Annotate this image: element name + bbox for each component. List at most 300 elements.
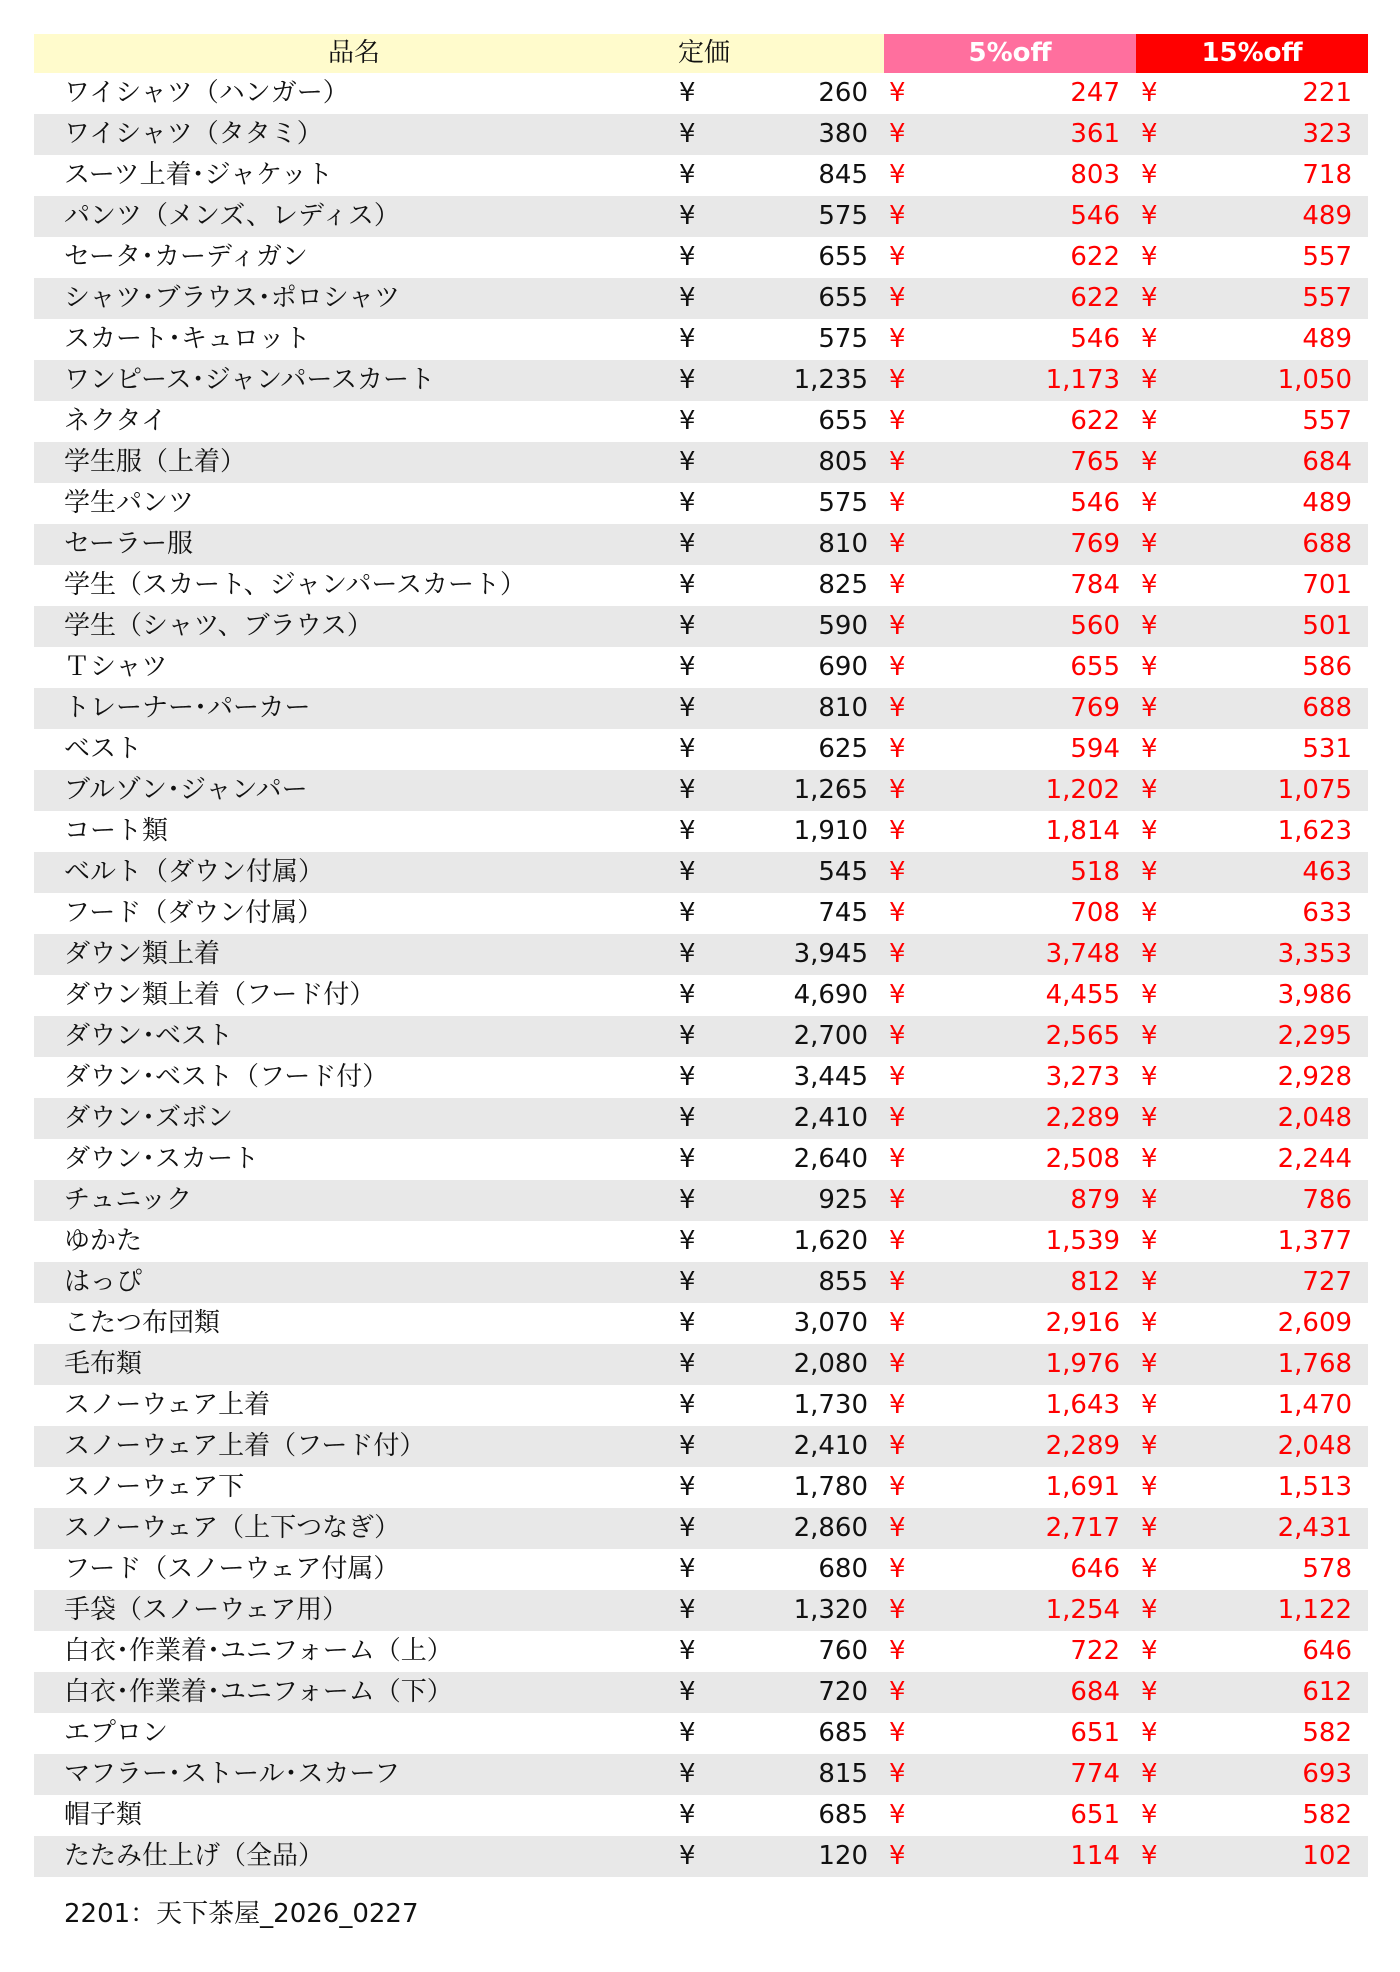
currency-symbol: ¥ xyxy=(889,1062,906,1092)
price-15-off-cell: 786 xyxy=(1232,1180,1368,1221)
item-name-cell: ワンピース･ジャンパースカート xyxy=(34,360,674,401)
currency-symbol: ¥ xyxy=(889,652,906,682)
item-name-cell: Ｔシャツ xyxy=(64,652,168,682)
item-name-cell: こたつ布団類 xyxy=(64,1308,221,1338)
price-5-off-cell: 655 xyxy=(1070,652,1121,682)
currency-symbol: ¥ xyxy=(679,488,696,518)
currency-symbol: ¥ xyxy=(1136,1016,1232,1057)
currency-symbol: ¥ xyxy=(674,1098,734,1139)
currency-symbol: ¥ xyxy=(1141,570,1158,600)
price-15-off-cell: 2,609 xyxy=(1277,1308,1353,1338)
list-price-cell: 655 xyxy=(818,242,869,272)
price-5-off-cell: 879 xyxy=(980,1180,1136,1221)
list-price-cell: 2,860 xyxy=(734,1508,884,1549)
currency-symbol: ¥ xyxy=(674,1344,734,1385)
currency-symbol: ¥ xyxy=(889,1308,906,1338)
table-row xyxy=(34,1057,1368,1098)
price-5-off-cell: 3,273 xyxy=(1045,1062,1121,1092)
price-15-off-cell: 3,986 xyxy=(1277,980,1353,1010)
currency-symbol: ¥ xyxy=(1136,1262,1232,1303)
currency-symbol: ¥ xyxy=(1141,406,1158,436)
item-name-cell: トレーナー･パーカー xyxy=(34,688,674,729)
currency-symbol: ¥ xyxy=(679,816,696,846)
table-row xyxy=(34,729,1368,770)
price-5-off-cell: 1,976 xyxy=(980,1344,1136,1385)
price-15-off-cell: 2,048 xyxy=(1232,1098,1368,1139)
item-name-cell: 白衣･作業着･ユニフォーム（下） xyxy=(34,1672,674,1713)
price-5-off-cell: 1,254 xyxy=(980,1590,1136,1631)
price-5-off-cell: 1,691 xyxy=(1045,1472,1121,1502)
item-name-cell: ベスト xyxy=(64,734,143,764)
currency-symbol: ¥ xyxy=(884,360,980,401)
currency-symbol: ¥ xyxy=(884,1672,980,1713)
price-15-off-cell: 3,353 xyxy=(1232,934,1368,975)
currency-symbol: ¥ xyxy=(1141,1554,1158,1584)
list-price-cell: 2,410 xyxy=(734,1098,884,1139)
currency-symbol: ¥ xyxy=(674,442,734,483)
currency-symbol: ¥ xyxy=(1141,734,1158,764)
price-5-off-cell: 594 xyxy=(1070,734,1121,764)
price-5-off-cell: 2,289 xyxy=(980,1098,1136,1139)
price-15-off-cell: 489 xyxy=(1302,488,1353,518)
item-name-cell: スーツ上着･ジャケット xyxy=(64,160,333,190)
currency-symbol: ¥ xyxy=(674,1426,734,1467)
item-name-cell: スノーウェア上着（フード付） xyxy=(34,1426,674,1467)
currency-symbol: ¥ xyxy=(674,934,734,975)
table-row xyxy=(34,1672,1368,1713)
table-body xyxy=(34,73,1368,1877)
price-15-off-cell: 578 xyxy=(1302,1554,1353,1584)
currency-symbol: ¥ xyxy=(674,360,734,401)
table-row xyxy=(34,1713,1368,1754)
currency-symbol: ¥ xyxy=(889,324,906,354)
price-15-off-cell: 688 xyxy=(1232,688,1368,729)
currency-symbol: ¥ xyxy=(674,606,734,647)
list-price-cell: 3,445 xyxy=(793,1062,869,1092)
list-price-cell: 575 xyxy=(734,196,884,237)
price-15-off-cell: 531 xyxy=(1302,734,1353,764)
table-row xyxy=(34,1549,1368,1590)
table-row xyxy=(34,1221,1368,1262)
currency-symbol: ¥ xyxy=(884,1754,980,1795)
price-15-off-cell: 102 xyxy=(1232,1836,1368,1877)
price-5-off-cell: 1,202 xyxy=(980,770,1136,811)
list-price-cell: 825 xyxy=(818,570,869,600)
currency-symbol: ¥ xyxy=(679,1800,696,1830)
currency-symbol: ¥ xyxy=(889,1718,906,1748)
currency-symbol: ¥ xyxy=(884,1590,980,1631)
header-row xyxy=(34,34,1368,73)
price-5-off-cell: 1,173 xyxy=(980,360,1136,401)
table-row xyxy=(34,1180,1368,1221)
table-row xyxy=(34,319,1368,360)
currency-symbol: ¥ xyxy=(884,606,980,647)
currency-symbol: ¥ xyxy=(674,1016,734,1057)
currency-symbol: ¥ xyxy=(1141,1144,1158,1174)
currency-symbol: ¥ xyxy=(1141,324,1158,354)
table-row xyxy=(34,73,1368,114)
currency-symbol: ¥ xyxy=(679,980,696,1010)
currency-symbol: ¥ xyxy=(1141,1636,1158,1666)
price-5-off-cell: 684 xyxy=(980,1672,1136,1713)
currency-symbol: ¥ xyxy=(884,852,980,893)
table-row xyxy=(34,114,1368,155)
currency-symbol: ¥ xyxy=(1136,1344,1232,1385)
item-name-cell: 学生服（上着） xyxy=(34,442,674,483)
list-price-cell: 380 xyxy=(734,114,884,155)
currency-symbol: ¥ xyxy=(674,1754,734,1795)
list-price-cell: 1,265 xyxy=(734,770,884,811)
table-row xyxy=(34,278,1368,319)
table-row xyxy=(34,442,1368,483)
price-5-off-cell: 1,814 xyxy=(1045,816,1121,846)
currency-symbol: ¥ xyxy=(674,278,734,319)
table-row xyxy=(34,1385,1368,1426)
currency-symbol: ¥ xyxy=(1141,488,1158,518)
price-15-off-cell: 221 xyxy=(1302,78,1353,108)
price-15-off-cell: 582 xyxy=(1302,1718,1353,1748)
price-5-off-cell: 784 xyxy=(1070,570,1121,600)
item-name-cell: 毛布類 xyxy=(34,1344,674,1385)
currency-symbol: ¥ xyxy=(884,1426,980,1467)
currency-symbol: ¥ xyxy=(679,78,696,108)
table-row xyxy=(34,1303,1368,1344)
currency-symbol: ¥ xyxy=(1136,1098,1232,1139)
list-price-cell: 655 xyxy=(818,406,869,436)
price-5-off-cell: 2,565 xyxy=(980,1016,1136,1057)
currency-symbol: ¥ xyxy=(679,734,696,764)
item-name-cell: チュニック xyxy=(34,1180,674,1221)
price-5-off-cell: 2,717 xyxy=(980,1508,1136,1549)
item-name-cell: セーラー服 xyxy=(34,524,674,565)
item-name-cell: セータ･カーディガン xyxy=(64,242,308,272)
currency-symbol: ¥ xyxy=(884,524,980,565)
currency-symbol: ¥ xyxy=(889,816,906,846)
price-5-off-cell: 769 xyxy=(980,688,1136,729)
table-row xyxy=(34,401,1368,442)
item-name-cell: 学生パンツ xyxy=(64,488,195,518)
currency-symbol: ¥ xyxy=(889,980,906,1010)
price-5-off-cell: 546 xyxy=(1070,488,1121,518)
currency-symbol: ¥ xyxy=(679,1308,696,1338)
list-price-cell: 3,070 xyxy=(793,1308,869,1338)
list-price-cell: 2,080 xyxy=(734,1344,884,1385)
price-5-off-cell: 2,289 xyxy=(980,1426,1136,1467)
list-price-cell: 760 xyxy=(818,1636,869,1666)
table-row xyxy=(34,1590,1368,1631)
currency-symbol: ¥ xyxy=(679,1062,696,1092)
price-5-off-cell: 546 xyxy=(1070,324,1121,354)
currency-symbol: ¥ xyxy=(889,570,906,600)
table-row xyxy=(34,1795,1368,1836)
currency-symbol: ¥ xyxy=(674,196,734,237)
currency-symbol: ¥ xyxy=(1141,816,1158,846)
price-5-off-cell: 774 xyxy=(980,1754,1136,1795)
currency-symbol: ¥ xyxy=(1141,980,1158,1010)
currency-symbol: ¥ xyxy=(1136,1672,1232,1713)
price-5-off-cell: 708 xyxy=(1070,898,1121,928)
item-name-cell: ベルト（ダウン付属） xyxy=(34,852,674,893)
currency-symbol: ¥ xyxy=(884,196,980,237)
price-15-off-cell: 718 xyxy=(1302,160,1353,190)
price-15-off-cell: 557 xyxy=(1232,278,1368,319)
table-row xyxy=(34,1508,1368,1549)
currency-symbol: ¥ xyxy=(1136,278,1232,319)
table-row xyxy=(34,647,1368,688)
item-name-cell: 帽子類 xyxy=(64,1800,143,1830)
table-row xyxy=(34,1262,1368,1303)
header-item-name: 品名 xyxy=(34,34,674,73)
currency-symbol: ¥ xyxy=(889,160,906,190)
currency-symbol: ¥ xyxy=(679,1226,696,1256)
currency-symbol: ¥ xyxy=(889,78,906,108)
footer-note: 2201：天下茶屋_2026_0227 xyxy=(64,1899,419,1929)
currency-symbol: ¥ xyxy=(679,1554,696,1584)
currency-symbol: ¥ xyxy=(674,1836,734,1877)
currency-symbol: ¥ xyxy=(679,898,696,928)
currency-symbol: ¥ xyxy=(889,898,906,928)
table-row xyxy=(34,893,1368,934)
currency-symbol: ¥ xyxy=(674,1180,734,1221)
item-name-cell: スノーウェア（上下つなぎ） xyxy=(34,1508,674,1549)
price-5-off-cell: 1,539 xyxy=(1045,1226,1121,1256)
currency-symbol: ¥ xyxy=(679,324,696,354)
currency-symbol: ¥ xyxy=(884,1098,980,1139)
currency-symbol: ¥ xyxy=(679,1636,696,1666)
table-row xyxy=(34,237,1368,278)
price-15-off-cell: 1,377 xyxy=(1277,1226,1353,1256)
table-row xyxy=(34,1631,1368,1672)
currency-symbol: ¥ xyxy=(1141,1800,1158,1830)
item-name-cell: ゆかた xyxy=(64,1226,143,1256)
table-row xyxy=(34,1836,1368,1877)
list-price-cell: 625 xyxy=(818,734,869,764)
currency-symbol: ¥ xyxy=(1141,1472,1158,1502)
list-price-cell: 1,620 xyxy=(793,1226,869,1256)
currency-symbol: ¥ xyxy=(1141,242,1158,272)
price-5-off-cell: 722 xyxy=(1070,1636,1121,1666)
item-name-cell: 学生（スカート、ジャンパースカート） xyxy=(64,570,527,600)
table-row xyxy=(34,565,1368,606)
list-price-cell: 575 xyxy=(818,488,869,518)
table-row xyxy=(34,360,1368,401)
currency-symbol: ¥ xyxy=(1141,78,1158,108)
currency-symbol: ¥ xyxy=(884,1180,980,1221)
currency-symbol: ¥ xyxy=(674,1262,734,1303)
list-price-cell: 685 xyxy=(818,1800,869,1830)
item-name-cell: 手袋（スノーウェア用） xyxy=(34,1590,674,1631)
item-name-cell: ダウン･ベスト（フード付） xyxy=(64,1062,389,1092)
header-5-percent-off: 5%off xyxy=(884,34,1136,73)
currency-symbol: ¥ xyxy=(1136,360,1232,401)
price-15-off-cell: 323 xyxy=(1232,114,1368,155)
price-15-off-cell: 2,244 xyxy=(1277,1144,1353,1174)
currency-symbol: ¥ xyxy=(1136,770,1232,811)
price-5-off-cell: 622 xyxy=(1070,406,1121,436)
list-price-cell: 1,730 xyxy=(793,1390,869,1420)
price-5-off-cell: 546 xyxy=(980,196,1136,237)
price-15-off-cell: 586 xyxy=(1302,652,1353,682)
currency-symbol: ¥ xyxy=(1136,442,1232,483)
currency-symbol: ¥ xyxy=(889,1226,906,1256)
price-5-off-cell: 1,643 xyxy=(1045,1390,1121,1420)
currency-symbol: ¥ xyxy=(884,1016,980,1057)
table-row xyxy=(34,770,1368,811)
table-row xyxy=(34,934,1368,975)
item-name-cell: たたみ仕上げ（全品） xyxy=(34,1836,674,1877)
table-row xyxy=(34,155,1368,196)
list-price-cell: 810 xyxy=(734,688,884,729)
item-name-cell: 学生（シャツ、ブラウス） xyxy=(34,606,674,647)
list-price-cell: 260 xyxy=(818,78,869,108)
currency-symbol: ¥ xyxy=(679,242,696,272)
currency-symbol: ¥ xyxy=(1141,1308,1158,1338)
price-15-off-cell: 1,470 xyxy=(1277,1390,1353,1420)
item-name-cell: エプロン xyxy=(64,1718,169,1748)
list-price-cell: 720 xyxy=(734,1672,884,1713)
item-name-cell: スカート･キュロット xyxy=(64,324,311,354)
list-price-cell: 545 xyxy=(734,852,884,893)
price-15-off-cell: 463 xyxy=(1232,852,1368,893)
price-5-off-cell: 812 xyxy=(980,1262,1136,1303)
currency-symbol: ¥ xyxy=(679,160,696,190)
list-price-cell: 810 xyxy=(734,524,884,565)
price-15-off-cell: 2,295 xyxy=(1232,1016,1368,1057)
price-table xyxy=(34,34,1368,1877)
currency-symbol: ¥ xyxy=(884,1508,980,1549)
item-name-cell: ネクタイ xyxy=(64,406,167,436)
price-15-off-cell: 489 xyxy=(1302,324,1353,354)
list-price-cell: 3,945 xyxy=(734,934,884,975)
currency-symbol: ¥ xyxy=(1136,1836,1232,1877)
price-5-off-cell: 361 xyxy=(980,114,1136,155)
item-name-cell: コート類 xyxy=(64,816,169,846)
list-price-cell: 120 xyxy=(734,1836,884,1877)
price-5-off-cell: 518 xyxy=(980,852,1136,893)
price-15-off-cell: 612 xyxy=(1232,1672,1368,1713)
currency-symbol: ¥ xyxy=(884,278,980,319)
table-row xyxy=(34,811,1368,852)
currency-symbol: ¥ xyxy=(1141,1718,1158,1748)
currency-symbol: ¥ xyxy=(889,734,906,764)
currency-symbol: ¥ xyxy=(884,114,980,155)
price-5-off-cell: 622 xyxy=(980,278,1136,319)
price-5-off-cell: 4,455 xyxy=(1045,980,1121,1010)
currency-symbol: ¥ xyxy=(1136,852,1232,893)
currency-symbol: ¥ xyxy=(889,242,906,272)
list-price-cell: 745 xyxy=(818,898,869,928)
price-5-off-cell: 247 xyxy=(1070,78,1121,108)
table-row xyxy=(34,1754,1368,1795)
currency-symbol: ¥ xyxy=(1136,1754,1232,1795)
currency-symbol: ¥ xyxy=(1136,1508,1232,1549)
currency-symbol: ¥ xyxy=(1141,1062,1158,1092)
currency-symbol: ¥ xyxy=(889,1554,906,1584)
list-price-cell: 845 xyxy=(818,160,869,190)
list-price-cell: 575 xyxy=(818,324,869,354)
currency-symbol: ¥ xyxy=(884,1836,980,1877)
list-price-cell: 655 xyxy=(734,278,884,319)
currency-symbol: ¥ xyxy=(884,1262,980,1303)
currency-symbol: ¥ xyxy=(884,1344,980,1385)
list-price-cell: 925 xyxy=(734,1180,884,1221)
price-15-off-cell: 1,122 xyxy=(1232,1590,1368,1631)
list-price-cell: 2,700 xyxy=(734,1016,884,1057)
list-price-cell: 1,320 xyxy=(734,1590,884,1631)
currency-symbol: ¥ xyxy=(884,770,980,811)
item-name-cell: ワイシャツ（ハンガー） xyxy=(64,78,349,108)
item-name-cell: フード（スノーウェア付属） xyxy=(64,1554,400,1584)
price-15-off-cell: 1,075 xyxy=(1232,770,1368,811)
price-5-off-cell: 646 xyxy=(1070,1554,1121,1584)
currency-symbol: ¥ xyxy=(1136,1590,1232,1631)
table-row xyxy=(34,1426,1368,1467)
item-name-cell: パンツ（メンズ、レディス） xyxy=(34,196,674,237)
list-price-cell: 690 xyxy=(818,652,869,682)
currency-symbol: ¥ xyxy=(1136,524,1232,565)
currency-symbol: ¥ xyxy=(674,1508,734,1549)
currency-symbol: ¥ xyxy=(1141,898,1158,928)
table-row xyxy=(34,1139,1368,1180)
currency-symbol: ¥ xyxy=(674,770,734,811)
price-15-off-cell: 2,431 xyxy=(1232,1508,1368,1549)
table-row xyxy=(34,1467,1368,1508)
price-15-off-cell: 684 xyxy=(1232,442,1368,483)
item-name-cell: ブルゾン･ジャンパー xyxy=(34,770,674,811)
price-5-off-cell: 114 xyxy=(980,1836,1136,1877)
list-price-cell: 590 xyxy=(734,606,884,647)
table-row xyxy=(34,852,1368,893)
price-5-off-cell: 803 xyxy=(1070,160,1121,190)
header-list-price: 定価 xyxy=(674,34,884,73)
currency-symbol: ¥ xyxy=(1136,934,1232,975)
currency-symbol: ¥ xyxy=(674,1672,734,1713)
price-15-off-cell: 646 xyxy=(1302,1636,1353,1666)
price-15-off-cell: 501 xyxy=(1232,606,1368,647)
list-price-cell: 1,235 xyxy=(734,360,884,401)
price-15-off-cell: 557 xyxy=(1302,242,1353,272)
list-price-cell: 680 xyxy=(818,1554,869,1584)
item-name-cell: シャツ･ブラウス･ポロシャツ xyxy=(34,278,674,319)
currency-symbol: ¥ xyxy=(889,406,906,436)
list-price-cell: 685 xyxy=(818,1718,869,1748)
price-15-off-cell: 633 xyxy=(1302,898,1353,928)
item-name-cell: フード（ダウン付属） xyxy=(64,898,324,928)
price-15-off-cell: 557 xyxy=(1302,406,1353,436)
table-row xyxy=(34,196,1368,237)
currency-symbol: ¥ xyxy=(889,1636,906,1666)
currency-symbol: ¥ xyxy=(1136,1426,1232,1467)
table-row xyxy=(34,688,1368,729)
price-15-off-cell: 582 xyxy=(1302,1800,1353,1830)
price-5-off-cell: 651 xyxy=(1070,1718,1121,1748)
list-price-cell: 855 xyxy=(734,1262,884,1303)
price-5-off-cell: 560 xyxy=(980,606,1136,647)
currency-symbol: ¥ xyxy=(889,1144,906,1174)
list-price-cell: 805 xyxy=(734,442,884,483)
currency-symbol: ¥ xyxy=(1136,196,1232,237)
currency-symbol: ¥ xyxy=(1136,114,1232,155)
header-15-percent-off: 15%off xyxy=(1136,34,1368,73)
item-name-cell: マフラー･ストール･スカーフ xyxy=(34,1754,674,1795)
price-15-off-cell: 727 xyxy=(1232,1262,1368,1303)
currency-symbol: ¥ xyxy=(674,852,734,893)
item-name-cell: はっぴ xyxy=(34,1262,674,1303)
price-15-off-cell: 1,050 xyxy=(1232,360,1368,401)
price-15-off-cell: 688 xyxy=(1232,524,1368,565)
currency-symbol: ¥ xyxy=(674,1590,734,1631)
price-5-off-cell: 2,916 xyxy=(1045,1308,1121,1338)
